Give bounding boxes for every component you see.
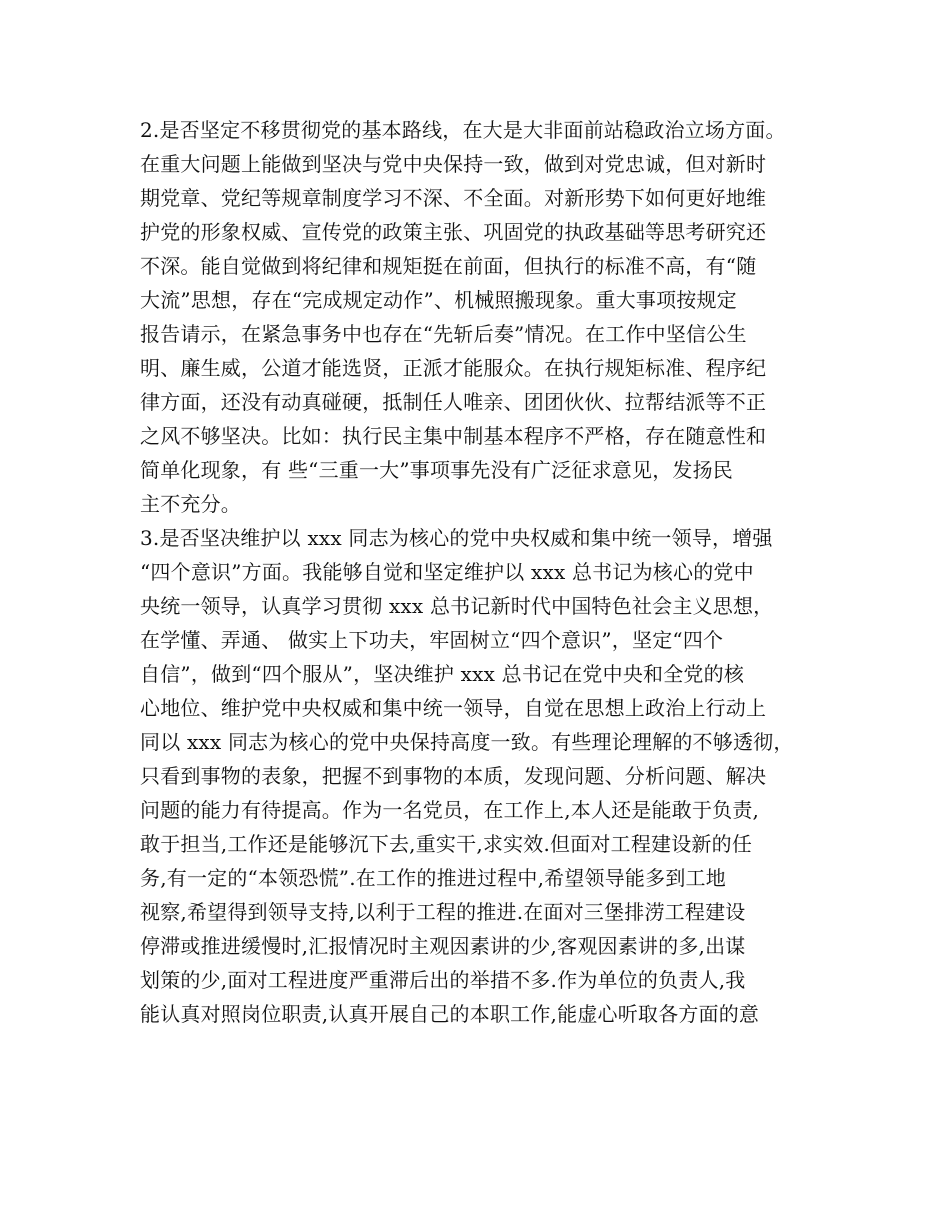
text-line: 大流”思想，存在“完成规定动作”、机械照搬现象。重大事项按规定: [140, 288, 737, 312]
text-line: 明、廉生威，公道才能选贤，正派才能服众。在执行规矩标准、程序纪: [140, 356, 767, 380]
text-line: 自信”，做到“四个服从”，坚决维护 xxx 总书记在党中央和全党的核: [140, 662, 745, 686]
text-line: 不深。能自觉做到将纪律和规矩挺在前面，但执行的标准不高，有“随: [140, 254, 757, 278]
text-line: “四个意识”方面。我能够自觉和坚定维护以 xxx 总书记为核心的党中: [140, 560, 754, 584]
text-line: 之风不够坚决。比如：执行民主集中制基本程序不严格，存在随意性和: [140, 424, 767, 448]
text-line: 3.是否坚决维护以 xxx 同志为核心的党中央权威和集中统一领导，增强: [140, 526, 773, 550]
text-line: 问题的能力有待提高。作为一名党员，在工作上,本人还是能敢于负责,: [140, 798, 760, 822]
text-line: 划策的少,面对工程进度严重滞后出的举措不多.作为单位的负责人,我: [140, 968, 746, 992]
text-line: 2.是否坚定不移贯彻党的基本路线，在大是大非面前站稳政治立场方面。: [140, 118, 786, 142]
text-line: 视察,希望得到领导支持,以利于工程的推进.在面对三堡排涝工程建设: [140, 900, 746, 924]
text-line: 心地位、维护党中央权威和集中统一领导，自觉在思想上政治上行动上: [140, 696, 767, 720]
text-line: 务,有一定的“本领恐慌”.在工作的推进过程中,希望领导能多到工地: [140, 866, 726, 890]
text-line: 报告请示，在紧急事务中也存在“先斩后奏”情况。在工作中坚信公生: [140, 322, 747, 346]
text-line: 护党的形象权威、宣传党的政策主张、巩固党的执政基础等思考研究还: [140, 220, 767, 244]
text-line: 在学懂、弄通、 做实上下功夫，牢固树立“四个意识”，坚定“四个: [140, 628, 724, 652]
text-line: 简单化现象，有 些“三重一大”事项事先没有广泛征求意见，发扬民: [140, 458, 734, 482]
text-line: 律方面，还没有动真碰硬，抵制任人唯亲、团团伙伙、拉帮结派等不正: [140, 390, 767, 414]
text-line: 主不充分。: [140, 492, 241, 516]
text-line: 同以 xxx 同志为核心的党中央保持高度一致。有些理论理解的不够透彻，: [140, 730, 794, 754]
text-line: 央统一领导，认真学习贯彻 xxx 总书记新时代中国特色社会主义思想，: [140, 594, 774, 618]
text-line: 能认真对照岗位职责,认真开展自己的本职工作,能虚心听取各方面的意: [140, 1002, 760, 1026]
text-line: 停滞或推进缓慢时,汇报情况时主观因素讲的少,客观因素讲的多,出谋: [140, 934, 746, 958]
text-line: 只看到事物的表象，把握不到事物的本质，发现问题、分析问题、解决: [140, 764, 767, 788]
text-line: 在重大问题上能做到坚决与党中央保持一致，做到对党忠诚，但对新时: [140, 152, 767, 176]
text-line: 敢于担当,工作还是能够沉下去,重实干,求实效.但面对工程建设新的任: [140, 832, 753, 856]
text-line: 期党章、党纪等规章制度学习不深、不全面。对新形势下如何更好地维: [140, 186, 767, 210]
